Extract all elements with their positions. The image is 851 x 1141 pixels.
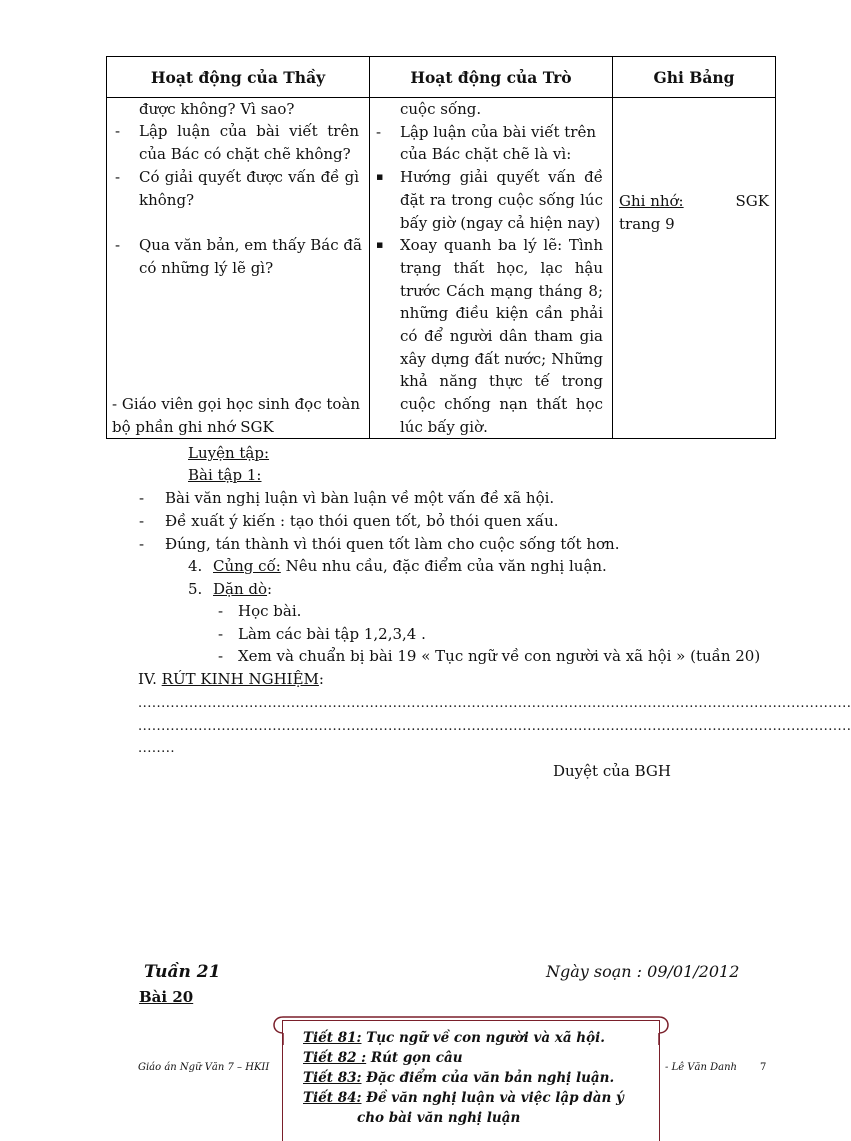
period-title: Rút gọn câu xyxy=(366,1050,463,1066)
period-label: Tiết 81: xyxy=(303,1030,362,1046)
prep-date: Ngày soạn : 09/01/2012 xyxy=(546,962,740,981)
homework-item: Xem và chuẩn bị bài 19 « Tục ngữ về con người và xã hội » (tuần 20) xyxy=(238,647,761,665)
board-note-ref: SGK xyxy=(735,192,769,210)
board-note xyxy=(619,190,769,212)
review-dots-line-3: ........ xyxy=(138,741,176,756)
practice-item: Đúng, tán thành vì thói quen tốt làm cho cuộc sống tốt hơn. xyxy=(165,535,620,553)
student-line: trước Cách mạng tháng 8; xyxy=(400,281,603,300)
teacher-bullet: - xyxy=(115,168,121,186)
student-bullet: - xyxy=(376,122,382,141)
header-student: Hoạt động của Trò xyxy=(370,57,613,98)
period-title: cho bài văn nghị luận xyxy=(357,1110,521,1126)
teacher-bullet: - xyxy=(115,236,121,254)
student-line: bấy giờ (ngay cả hiện nay) xyxy=(400,213,601,232)
practice-item: Đề xuất ý kiến : tạo thói quen tốt, bỏ thói quen xấu. xyxy=(165,512,559,530)
lesson-activity-table xyxy=(106,56,776,439)
period-item xyxy=(303,1087,624,1109)
period-label: Tiết 84: xyxy=(303,1090,362,1106)
teacher-bullet: - xyxy=(115,122,121,140)
board-note-page: trang 9 xyxy=(619,215,675,233)
review-dots-line-1: .......................................................................................................................................................... xyxy=(138,696,851,711)
period-label: Tiết 82 : xyxy=(303,1050,367,1066)
homework-item: Học bài. xyxy=(238,602,302,620)
period-item xyxy=(303,1067,614,1089)
teacher-line: không? xyxy=(139,191,195,209)
page-number: 7 xyxy=(760,1062,767,1073)
student-line: Lập luận của bài viết trên xyxy=(400,122,597,141)
consolidation-number: 4. xyxy=(188,557,203,575)
period-item xyxy=(303,1047,463,1069)
teacher-line: - Giáo viên gọi học sinh đọc toàn xyxy=(112,395,361,413)
student-line: khả năng thực tế trong xyxy=(400,372,603,391)
homework-heading: Dặn dò: xyxy=(213,580,273,598)
lesson-periods-scroll xyxy=(282,1020,660,1141)
student-line: đặt ra trong cuộc sống lúc xyxy=(400,190,603,209)
homework-item: Làm các bài tập 1,2,3,4 . xyxy=(238,624,426,643)
teacher-line: của Bác có chặt chẽ không? xyxy=(139,145,351,163)
period-title: Đặc điểm của văn bản nghị luận. xyxy=(361,1070,615,1086)
student-line: có để người dân tham gia xyxy=(400,327,603,345)
teacher-line: bộ phần ghi nhớ SGK xyxy=(112,418,274,436)
board-notes-cell xyxy=(613,98,775,438)
consolidation-label: Củng cố: xyxy=(213,557,281,575)
teacher-line: được không? Vì sao? xyxy=(139,100,295,118)
review-heading: IV. RÚT KINH NGHIỆM: xyxy=(138,670,324,688)
student-bullet: ▪ xyxy=(376,170,384,184)
student-line: của Bác chặt chẽ là vì: xyxy=(400,145,572,164)
week-label: Tuần 21 xyxy=(144,962,221,982)
student-line: trạng thất học, lạc hậu xyxy=(400,258,603,277)
period-title: Tục ngữ về con người và xã hội. xyxy=(361,1030,605,1046)
teacher-line: Qua văn bản, em thấy Bác đã xyxy=(139,236,362,254)
footer-right: - Lê Văn Danh xyxy=(665,1062,737,1073)
board-note-label: Ghi nhớ: xyxy=(619,192,684,210)
student-line: những điều kiện cần phải xyxy=(400,304,603,323)
exercise-heading: Bài tập 1: xyxy=(188,466,262,484)
homework-bullet: - xyxy=(218,624,224,643)
practice-bullet: - xyxy=(139,512,145,530)
student-line: xây dựng đất nước; Những xyxy=(400,349,603,368)
period-title: Đề văn nghị luận và việc lập dàn ý xyxy=(361,1090,624,1106)
practice-item: Bài văn nghị luận vì bàn luận về một vấn đề xã hội. xyxy=(165,489,555,507)
header-teacher: Hoạt động của Thầy xyxy=(107,57,370,98)
period-item xyxy=(357,1107,520,1129)
teacher-line: Có giải quyết được vấn đề gì xyxy=(139,168,359,186)
homework-bullet: - xyxy=(218,602,224,620)
teacher-activity-cell xyxy=(107,98,369,438)
practice-bullet: - xyxy=(139,535,145,553)
practice-heading: Luyện tập: xyxy=(188,444,270,462)
student-line: cuộc sống. xyxy=(400,100,482,118)
consolidation-line xyxy=(213,557,607,575)
period-item xyxy=(303,1027,605,1049)
lesson-number: Bài 20 xyxy=(139,988,194,1006)
header-board: Ghi Bảng xyxy=(613,57,776,98)
homework-number: 5. xyxy=(188,580,203,598)
student-line: Hướng giải quyết vấn đề xyxy=(400,168,603,187)
practice-bullet: - xyxy=(139,489,145,507)
review-dots-line-2: .......................................................................................................................................................... xyxy=(138,719,851,734)
student-activity-cell xyxy=(370,98,612,438)
consolidation-text: Nêu nhu cầu, đặc điểm của văn nghị luận. xyxy=(280,557,607,575)
student-line: Xoay quanh ba lý lẽ: Tình xyxy=(400,236,603,255)
teacher-line: có những lý lẽ gì? xyxy=(139,259,274,277)
footer-left: Giáo án Ngữ Văn 7 – HKII xyxy=(138,1062,270,1073)
teacher-line: Lập luận của bài viết trên xyxy=(139,122,359,140)
student-line: lúc bấy giờ. xyxy=(400,417,488,436)
homework-bullet: - xyxy=(218,647,224,665)
period-label: Tiết 83: xyxy=(303,1070,362,1086)
approval-signature-label: Duyệt của BGH xyxy=(553,762,671,780)
student-bullet: ▪ xyxy=(376,238,384,252)
student-line: cuộc chống nạn thất học xyxy=(400,395,603,414)
